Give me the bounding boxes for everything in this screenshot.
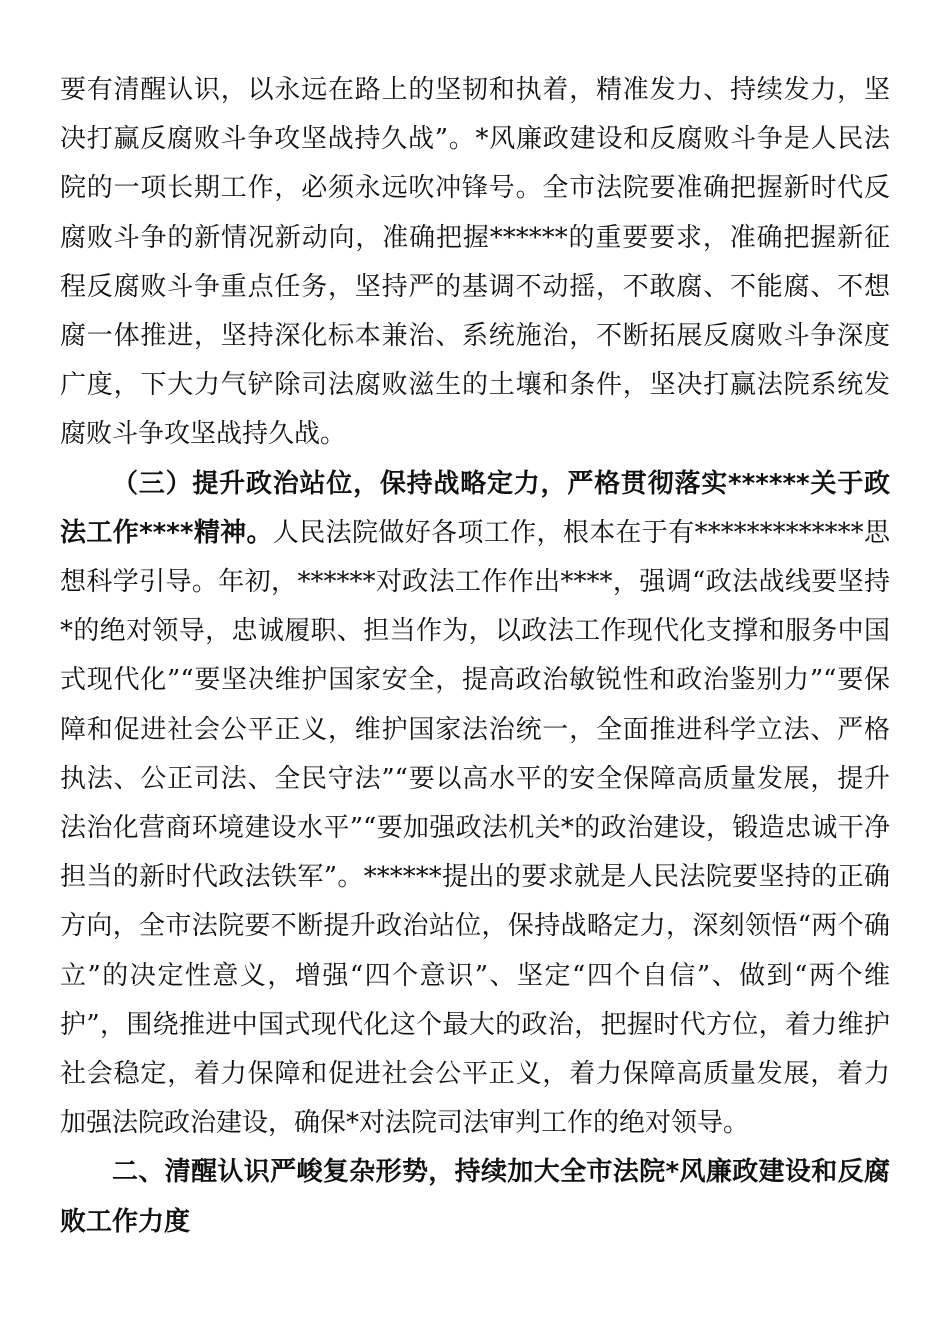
section-heading-2: 二、清醒认识严峻复杂形势，持续加大全市法院*风廉政建设和反腐败工作力度 [60, 1157, 890, 1237]
document-body [60, 66, 890, 1247]
paragraph-anticorruption-continued: 要有清醒认识，以永远在路上的坚韧和执着，精准发力、持续发力，坚决打赢反腐败斗争攻坚战持久战”。*风廉政建设和反腐败斗争是人民法院的一项长期工作，必须永远吹冲锋号。全市法院要准确把握新时代反腐败斗争的新情况新动向，准确把握******的重要要求，准确把握新征程反腐败斗争重点任务，坚持严的基调不动摇，不敢腐、不能腐、不想腐一体推进，坚持深化标本兼治、系统施治，不断拓展反腐败斗争深度广度，下大力气铲除司法腐败滋生的土壤和条件，坚决打赢法院系统发腐败斗争攻坚战持久战。 [60, 75, 890, 450]
section-3-body-text: 人民法院做好各项工作，根本在于有*************思想科学引导。年初，******对政法工作作出****，强调“政法战线要坚持*的绝对领导，忠诚履职、担当作为，以政法工作现代化支撑和服务中国式现代化”“要坚决维护国家安全，提高政治敏锐性和政治鉴别力”“要保障和促进社会公平正义，维护国家法治统一，全面推进科学立法、严格执法、公正司法、全民守法”“要以高水平的安全保障高质量发展，提升法治化营商环境建设水平”“要加强政法机关*的政治建设，锻造忠诚干净担当的新时代政法铁军”。******提出的要求就是人民法院要坚持的正确方向，全市法院要不断提升政治站位，保持战略定力，深刻领悟“两个确立”的决定性意义，增强“四个意识”、坚定“四个自信”、做到“两个维护”，围绕推进中国式现代化这个最大的政治，把握时代方位，着力维护社会稳定，着力保障和促进社会公平正义，着力保障高质量发展，着力加强法院政治建设，确保*对法院司法审判工作的绝对领导。 [60, 517, 890, 1139]
section-3-lead-heading: （三）提升政治站位，保持战略定力，严格贯彻落实******关于政法工作****精神。 [60, 468, 890, 548]
section-3-paragraph [60, 460, 890, 1149]
